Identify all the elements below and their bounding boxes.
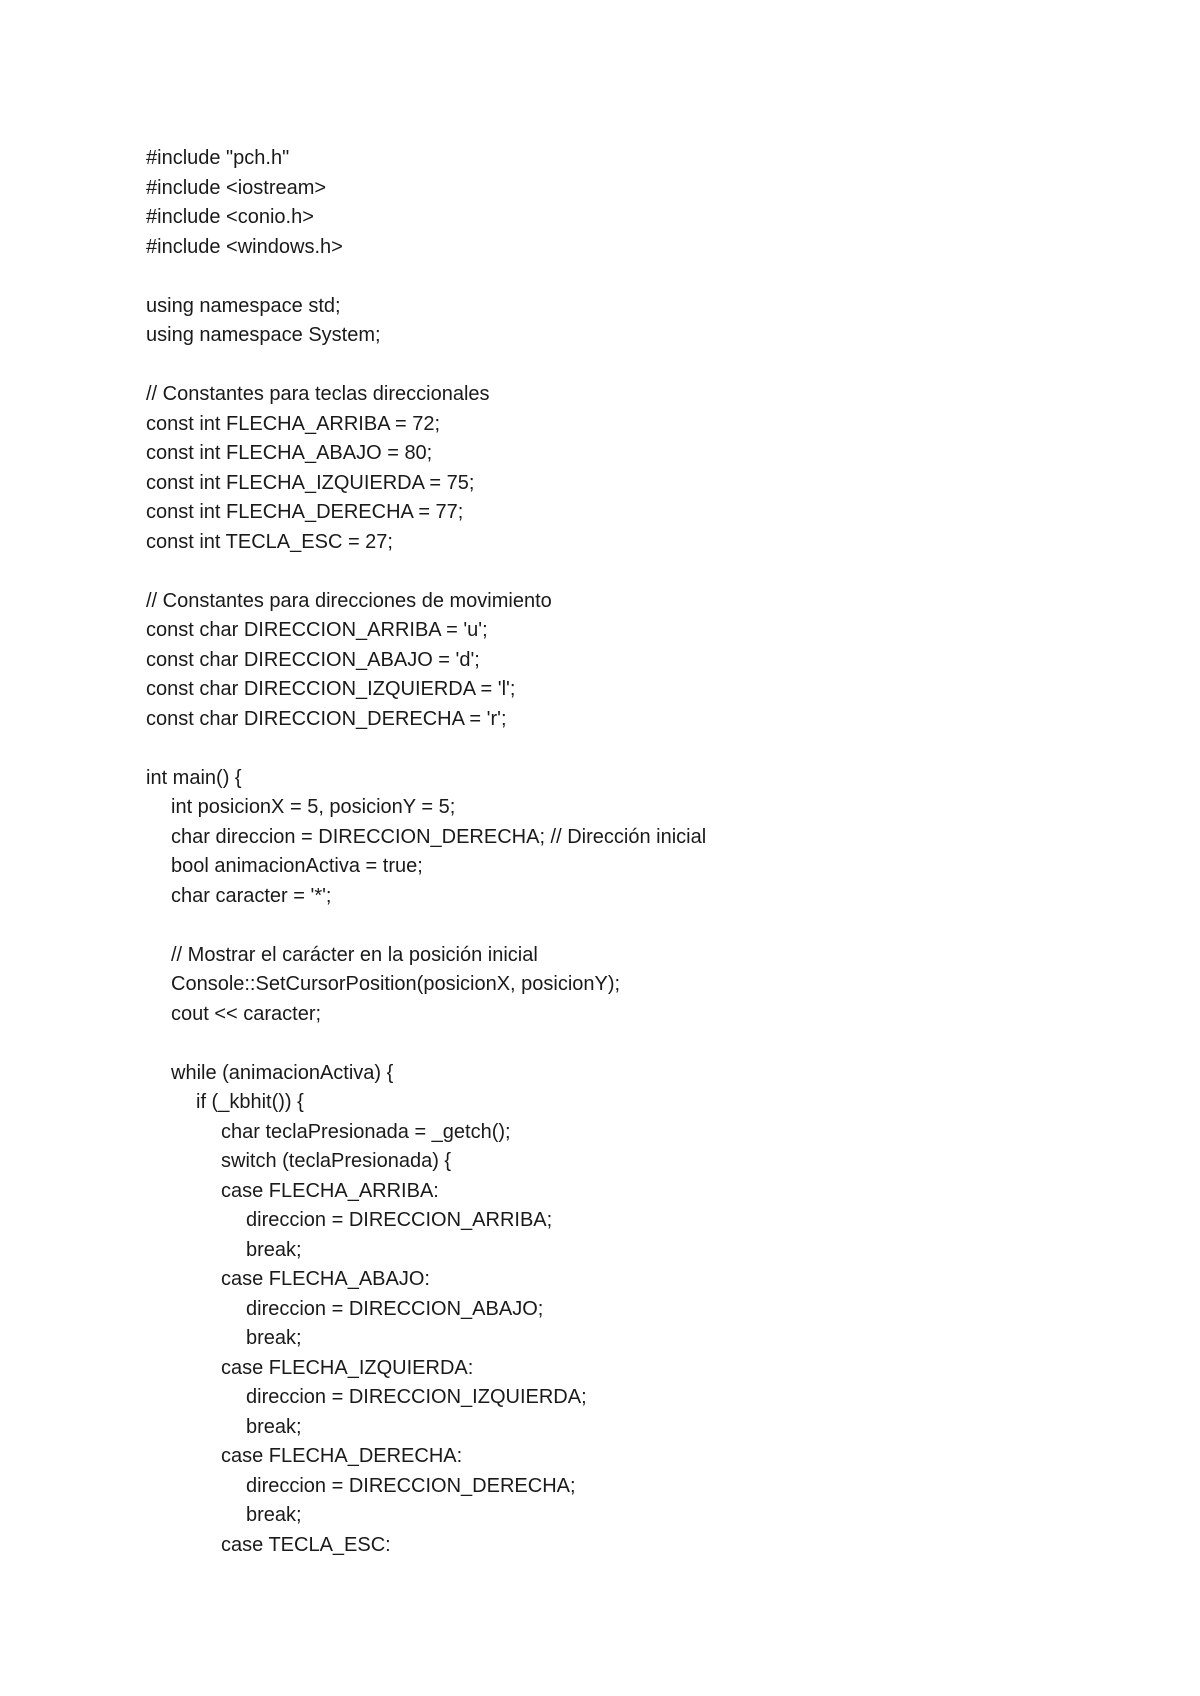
blank-line	[146, 911, 1146, 941]
code-line: direccion = DIRECCION_ARRIBA;	[246, 1209, 553, 1231]
blank-line	[146, 557, 1146, 587]
code-line: const int FLECHA_DERECHA = 77;	[146, 501, 464, 523]
code-line: const int FLECHA_IZQUIERDA = 75;	[146, 471, 475, 494]
blank-line	[146, 351, 1146, 381]
code-line: char teclaPresionada = _getch();	[221, 1120, 511, 1143]
code-line: int posicionX = 5, posicionY = 5;	[171, 796, 456, 818]
code-line: const char DIRECCION_ABAJO = 'd';	[146, 648, 480, 671]
blank-line	[146, 262, 1146, 292]
code-line: #include <windows.h>	[146, 235, 343, 258]
code-line: case FLECHA_ABAJO:	[221, 1268, 430, 1290]
code-line: break;	[246, 1327, 302, 1349]
blank-line	[146, 734, 1146, 764]
code-line: char direccion = DIRECCION_DERECHA; // Dirección inicial	[171, 825, 707, 848]
code-listing	[146, 144, 1146, 1560]
code-line: switch (teclaPresionada) {	[221, 1150, 452, 1172]
code-line: direccion = DIRECCION_DERECHA;	[246, 1474, 576, 1497]
code-line: Console::SetCursorPosition(posicionX, posicionY);	[171, 973, 621, 995]
code-line: while (animacionActiva) {	[171, 1061, 394, 1084]
code-line: case FLECHA_DERECHA:	[221, 1445, 463, 1467]
code-line: break;	[246, 1415, 302, 1438]
code-line: direccion = DIRECCION_IZQUIERDA;	[246, 1386, 587, 1408]
code-line: const int FLECHA_ARRIBA = 72;	[146, 412, 441, 435]
code-line: break;	[246, 1238, 302, 1261]
code-line: bool animacionActiva = true;	[171, 855, 423, 877]
code-line: #include "pch.h"	[146, 147, 290, 169]
code-line: const char DIRECCION_IZQUIERDA = 'l';	[146, 678, 516, 700]
code-line: #include <conio.h>	[146, 206, 314, 228]
code-line: const char DIRECCION_ARRIBA = 'u';	[146, 619, 488, 641]
code-line: #include <iostream>	[146, 176, 327, 199]
code-line: // Mostrar el carácter en la posición inicial	[171, 943, 538, 966]
code-line: using namespace std;	[146, 294, 341, 317]
code-line: // Constantes para teclas direccionales	[146, 383, 490, 405]
code-line: case FLECHA_ARRIBA:	[221, 1179, 439, 1202]
code-line: cout << caracter;	[171, 1002, 322, 1025]
code-line: case FLECHA_IZQUIERDA:	[221, 1356, 474, 1379]
code-line: int main() {	[146, 766, 242, 789]
code-line: const char DIRECCION_DERECHA = 'r';	[146, 707, 507, 730]
code-line: char caracter = '*';	[171, 884, 332, 907]
code-line: const int FLECHA_ABAJO = 80;	[146, 442, 433, 464]
code-line: case TECLA_ESC:	[221, 1533, 391, 1556]
code-line: // Constantes para direcciones de movimiento	[146, 589, 552, 612]
code-line: using namespace System;	[146, 324, 381, 346]
code-line: direccion = DIRECCION_ABAJO;	[246, 1297, 544, 1320]
code-line: if (_kbhit()) {	[196, 1091, 304, 1113]
code-line: const int TECLA_ESC = 27;	[146, 530, 393, 553]
code-line: break;	[246, 1504, 302, 1526]
blank-line	[146, 1029, 1146, 1059]
